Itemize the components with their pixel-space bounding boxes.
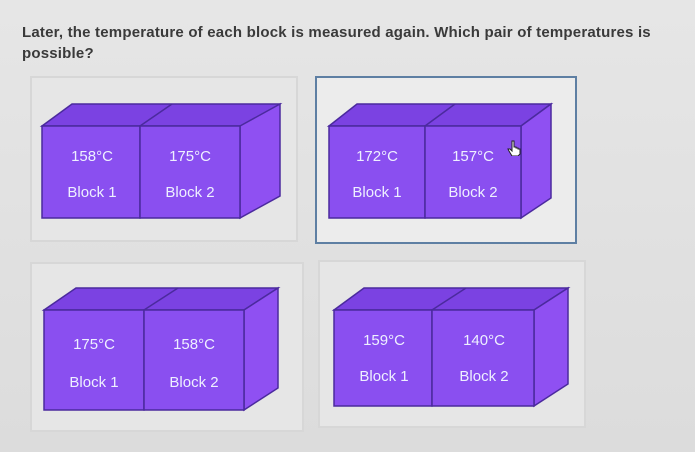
block-1-label: Block 1 — [69, 374, 119, 391]
answer-option-2[interactable] — [315, 76, 577, 244]
block-1-temperature: 159°C — [363, 332, 405, 349]
block-2-label: Block 2 — [165, 184, 215, 201]
block-1-label: Block 1 — [359, 368, 409, 385]
block-2-label: Block 2 — [448, 184, 498, 201]
answer-option-3[interactable] — [30, 262, 304, 432]
answer-option-4[interactable] — [318, 260, 586, 428]
block-1-temperature: 175°C — [73, 336, 115, 353]
block-2-temperature: 175°C — [169, 148, 211, 165]
block-1-label: Block 1 — [67, 184, 117, 201]
block-2-temperature: 157°C — [452, 148, 494, 165]
hand-pointer-icon — [507, 140, 521, 156]
answer-option-1[interactable] — [30, 76, 298, 242]
question-text: Later, the temperature of each block is measured again. Which pair of temperatures is possible? — [22, 24, 651, 62]
block-2-label: Block 2 — [169, 374, 219, 391]
block-2-label: Block 2 — [459, 368, 509, 385]
block-1-temperature: 172°C — [356, 148, 398, 165]
block-2-temperature: 158°C — [173, 336, 215, 353]
block-1-label: Block 1 — [352, 184, 402, 201]
block-2-temperature: 140°C — [463, 332, 505, 349]
block-1-temperature: 158°C — [71, 148, 113, 165]
